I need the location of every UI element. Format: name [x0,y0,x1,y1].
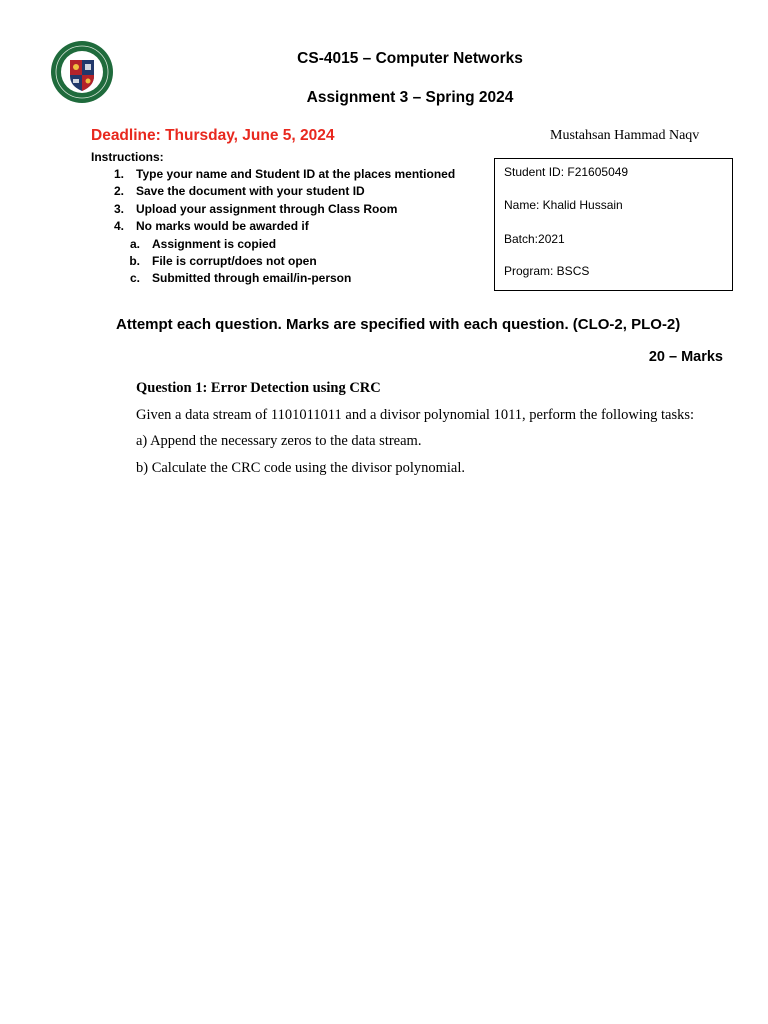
instructions-heading: Instructions: [91,150,164,164]
instruction-subtext: File is corrupt/does not open [152,254,317,268]
student-name-field[interactable]: Name: Khalid Hussain [504,198,623,212]
instruction-number: 1. [113,167,124,181]
marks-label: 20 – Marks [648,349,723,365]
question-text: Given a data stream of 1101011011 and a divisor polynomial 1011, perform the following tasks: [136,407,695,423]
instruction-text: Upload your assignment through Class Room [136,202,398,216]
question-part-a: a) Append the necessary zeros to the data stream. [136,433,422,449]
instruction-letter: a. [129,237,140,251]
instruction-number: 2. [113,184,124,198]
question-title: Question 1: Error Detection using CRC [136,380,381,396]
batch-field[interactable]: Batch:2021 [504,232,565,246]
instruction-text: Save the document with your student ID [136,184,365,198]
instruction-subtext: Submitted through email/in-person [152,271,352,285]
teacher-name: Mustahsan Hammad Naqv [550,128,700,143]
deadline-text: Deadline: Thursday, June 5, 2024 [91,127,335,144]
question-part-b: b) Calculate the CRC code using the divisor polynomial. [136,460,466,476]
instruction-text: Type your name and Student ID at the places mentioned [136,167,456,181]
instruction-number: 4. [113,219,124,233]
attempt-note: Attempt each question. Marks are specified with each question. (CLO-2, PLO-2) [116,316,681,333]
instruction-letter: b. [129,254,140,268]
instruction-text: No marks would be awarded if [136,219,309,233]
student-info-box [494,158,733,291]
student-id-field[interactable]: Student ID: F21605049 [504,165,629,179]
course-title: CS-4015 – Computer Networks [297,50,523,67]
instruction-subtext: Assignment is copied [152,237,277,251]
assignment-title: Assignment 3 – Spring 2024 [306,89,514,106]
instruction-number: 3. [113,202,124,216]
program-field[interactable]: Program: BSCS [504,264,590,278]
instruction-letter: c. [129,271,140,285]
